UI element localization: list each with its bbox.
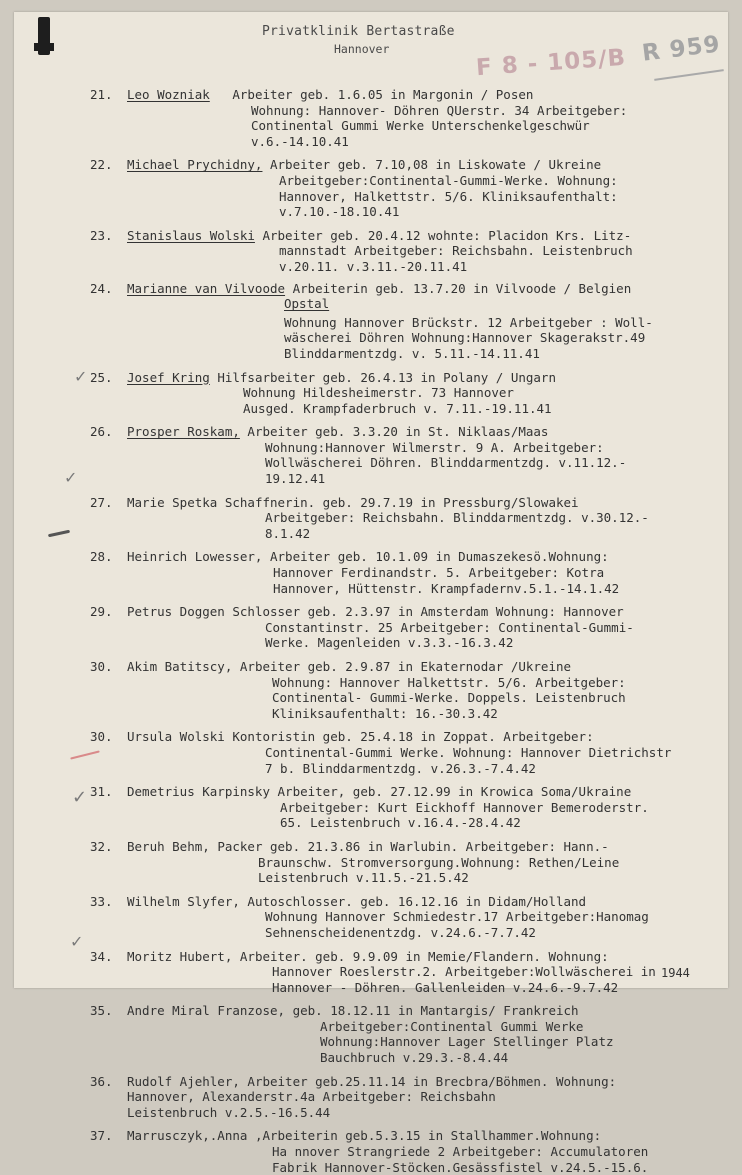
check-mark-icon: ✓: [70, 932, 84, 951]
entry-text: 8.1.42: [265, 525, 311, 541]
entry-text: Franzose, geb. 18.12.11 in Mantargis/ Frankreich: [217, 1003, 579, 1019]
entry-text: ,Arbeiterin geb.5.3.15 in Stallhammer.Wohnung:: [254, 1128, 602, 1144]
entry-text: Kontoristin geb. 25.4.18 in Zoppat. Arbeitgeber:: [232, 729, 594, 745]
list-item: [14, 1074, 728, 1121]
entry-number: 29.: [90, 604, 113, 620]
entry-number: 30.: [90, 659, 113, 674]
entry-text: Sehnenscheidenentzdg. v.24.6.-7.7.42: [265, 924, 536, 940]
entry-text: Arbeitgeber: Kurt Eickhoff Hannover Bemeroderstr.: [280, 799, 649, 815]
list-item: [14, 1128, 728, 1175]
list-item: [14, 424, 728, 486]
patient-name: Petrus Doggen: [127, 604, 225, 620]
entry-text: Autoschlosser. geb. 16.12.16 in Didam/Holland: [247, 893, 587, 909]
patient-name: Marianne van Vilvoode: [127, 280, 286, 296]
entry-text: Constantinstr. 25 Arbeitgeber: Continental-Gummi-: [265, 619, 634, 635]
entry-text: Schaffnerin. geb. 29.7.19 in Pressburg/Slowakei: [224, 494, 579, 510]
document-page: [14, 12, 728, 1175]
patient-name: Heinrich Lowesser,: [127, 549, 263, 565]
entry-text: Arbeitgeber: Reichsbahn. Blinddarmentzdg. v.30.12.-: [265, 510, 649, 526]
check-mark-icon: ✓: [64, 468, 78, 487]
entry-text: Leistenbruch v.2.5.-16.5.44: [127, 1104, 331, 1120]
entry-text: Arbeiter geb. 20.4.12 wohnte: Placidon Krs. Litz-: [262, 227, 632, 243]
entry-text: Arbeiter. geb. 9.9.09 in Memie/Flandern. Wohnung:: [239, 948, 609, 964]
entry-text: v.20.11. v.3.11.-20.11.41: [279, 258, 468, 274]
entry-text: 19.12.41: [265, 471, 326, 487]
entry-text: Wohnung: Hannover- Döhren QUerstr. 34 Arbeitgeber:: [251, 102, 628, 118]
entry-text: Hannover, Hüttenstr. Krampfadernv.5.1.-14.1.42: [273, 580, 620, 596]
entry-text: Continental Gummi Werke Unterschenkelgeschwür: [251, 118, 590, 134]
entry-text: Arbeiter geb. 1.6.05 in Margonin / Posen: [232, 87, 534, 102]
entry-text: Wohnung:Hannover Lager Stellinger Platz: [320, 1034, 614, 1050]
entry-text: Hannover - Döhren. Gallenleiden v.24.6.-9.7.42: [272, 979, 619, 995]
entry-text: Arbeiter geb. 2.9.87 in Ekaternodar /Ukreine: [239, 659, 572, 674]
list-item: [14, 729, 728, 776]
entry-text: Arbeiterin geb. 13.7.20 in Vilvoode / Belgien: [292, 280, 632, 296]
entry-text: Wohnung:Hannover Wilmerstr. 9 A. Arbeitgeber:: [265, 439, 604, 455]
binder-clip: [38, 17, 50, 55]
entry-number: 25.: [90, 369, 113, 385]
patient-name: Demetrius Karpinsky: [127, 784, 270, 800]
entry-text: wäscherei Döhren Wohnung:Hannover Skagerakstr.49: [284, 330, 646, 346]
entry-text: Arbeiter geb. 7.10,08 in Liskowate / Ukreine: [270, 157, 602, 173]
entry-text: Ausged. Krampfaderbruch v. 7.11.-19.11.41: [243, 400, 552, 416]
list-item: [14, 370, 728, 417]
entry-text: mannstadt Arbeitgeber: Reichsbahn. Leistenbruch: [279, 243, 633, 259]
entry-text: Arbeiter geb.25.11.14 in Brecbra/Böhmen. Wohnung:: [247, 1073, 617, 1089]
patient-name: Ursula Wolski: [127, 729, 225, 745]
list-item: [14, 281, 728, 362]
entry-text: Schlosser geb. 2.3.97 in Amsterdam Wohnung: Hannover: [232, 604, 624, 620]
list-item: [14, 495, 728, 542]
entry-text: Kliniksaufenthalt: 16.-30.3.42: [272, 705, 498, 721]
entry-text: Wohnung: Hannover Halkettstr. 5/6. Arbeitgeber:: [272, 674, 626, 690]
entry-number: 22.: [90, 157, 113, 173]
list-item: [14, 87, 728, 149]
list-item: [14, 839, 728, 886]
entry-number: 28.: [90, 549, 113, 565]
entry-number: 32.: [90, 838, 113, 854]
list-item: [14, 784, 728, 831]
entry-number: 35.: [90, 1003, 113, 1019]
entry-text: 7 b. Blinddarmentzdg. v.26.3.-7.4.42: [265, 760, 536, 776]
list-item: [14, 604, 728, 651]
clinic-city: Hannover: [334, 42, 390, 56]
patient-name: Josef Kring: [127, 369, 210, 385]
patient-list: [14, 87, 728, 1175]
entry-number: 21.: [90, 87, 113, 102]
entry-text: Blinddarmentzdg. v. 5.11.-14.11.41: [284, 345, 540, 361]
patient-name: Prosper Roskam,: [127, 424, 240, 440]
list-item: [14, 949, 728, 996]
list-item: [14, 549, 728, 596]
entry-number: 36.: [90, 1073, 113, 1089]
entry-text: Werke. Magenleiden v.3.3.-16.3.42: [265, 635, 514, 651]
patient-name: Marrusczyk,.Anna: [127, 1128, 248, 1144]
entry-number: 34.: [90, 948, 113, 964]
entry-number: 24.: [90, 280, 113, 296]
check-mark-icon: ✓: [74, 367, 88, 386]
entry-text: 65. Leistenbruch v.16.4.-28.4.42: [280, 815, 521, 831]
entry-text: Hannover, Halkettstr. 5/6. Kliniksaufenthalt:: [279, 188, 618, 204]
entry-text: Wohnung Hannover Brückstr. 12 Arbeitgeber : Woll-: [284, 314, 653, 330]
entry-number: 37.: [90, 1128, 113, 1144]
entry-text: Arbeitgeber:Continental Gummi Werke: [320, 1018, 584, 1034]
entry-number: 30.: [90, 729, 113, 745]
pencil-stroke: [654, 69, 724, 81]
pencil-code: R 959: [640, 31, 723, 67]
entry-text: v.6.-14.10.41: [251, 133, 349, 149]
entry-text: Hannover Roeslerstr.2. Arbeitgeber:Wollwäscherei in: [272, 964, 656, 980]
clinic-title: Privatklinik Bertastraße: [262, 24, 455, 39]
list-item: [14, 1003, 728, 1065]
entry-text: Ha nnover Strangriede 2 Arbeitgeber: Accumulatoren: [272, 1144, 649, 1160]
entry-number: 23.: [90, 227, 113, 243]
entry-text: Hannover, Alexanderstr.4a Arbeitgeber: Reichsbahn: [127, 1089, 496, 1105]
entry-text: Continental- Gummi-Werke. Doppels. Leistenbruch: [272, 690, 626, 706]
year-stamp: 1944: [661, 966, 690, 980]
list-item: [14, 894, 728, 941]
entry-text: Arbeiter geb. 10.1.09 in Dumaszekesö.Wohnung:: [270, 549, 609, 565]
patient-name: Andre Miral: [127, 1003, 210, 1019]
patient-name: Wilhelm Slyfer,: [127, 893, 240, 909]
patient-name: Moritz Hubert,: [127, 948, 233, 964]
patient-name: Michael Prychidny,: [127, 157, 263, 173]
pencil-signature: F 8 - 105/B: [475, 44, 627, 82]
entry-number: 26.: [90, 424, 113, 440]
entry-text: Continental-Gummi Werke. Wohnung: Hannover Dietrichstr: [265, 744, 672, 760]
entry-number: 31.: [90, 784, 113, 800]
patient-name: Rudolf Ajehler,: [127, 1073, 240, 1089]
entry-number: 33.: [90, 893, 113, 909]
entry-text: Leistenbruch v.11.5.-21.5.42: [258, 870, 469, 886]
list-item: [14, 228, 728, 275]
patient-name: Marie Spetka: [127, 494, 218, 510]
list-item: [14, 157, 728, 219]
entry-text: Packer geb. 21.3.86 in Warlubin. Arbeitgeber: Hann.-: [217, 838, 609, 854]
entry-text: Wollwäscherei Döhren. Blinddarmentzdg. v.11.12.-: [265, 455, 627, 471]
patient-name: Stanislaus Wolski: [127, 227, 255, 243]
entry-text: Wohnung Hildesheimerstr. 73 Hannover: [243, 385, 514, 401]
entry-text: Arbeiter geb. 3.3.20 in St. Niklaas/Maas: [247, 424, 549, 440]
entry-text: Bauchbruch v.29.3.-8.4.44: [320, 1050, 509, 1066]
list-item: [14, 659, 728, 721]
entry-text: Opstal: [284, 296, 330, 312]
entry-text: Fabrik Hannover-Stöcken.Gesässfistel v.24.5.-15.6.: [272, 1159, 649, 1175]
patient-name: Beruh Behm,: [127, 838, 210, 854]
patient-name: Akim Batitscy,: [127, 659, 233, 674]
entry-text: Braunschw. Stromversorgung.Wohnung: Rethen/Leine: [258, 854, 620, 870]
entry-text: v.7.10.-18.10.41: [279, 204, 400, 220]
check-mark-icon: ✓: [72, 787, 88, 808]
entry-text: Wohnung Hannover Schmiedestr.17 Arbeitgeber:Hanomag: [265, 909, 649, 925]
entry-text: Hannover Ferdinandstr. 5. Arbeitgeber: Kotra: [273, 565, 605, 581]
entry-text: Arbeiter, geb. 27.12.99 in Krowica Soma/Ukraine: [277, 784, 632, 800]
entry-text: Arbeitgeber:Continental-Gummi-Werke. Wohnung:: [279, 172, 618, 188]
entry-text: Hilfsarbeiter geb. 26.4.13 in Polany / Ungarn: [217, 369, 556, 385]
entry-number: 27.: [90, 494, 113, 510]
patient-name: Leo Wozniak: [127, 87, 210, 102]
